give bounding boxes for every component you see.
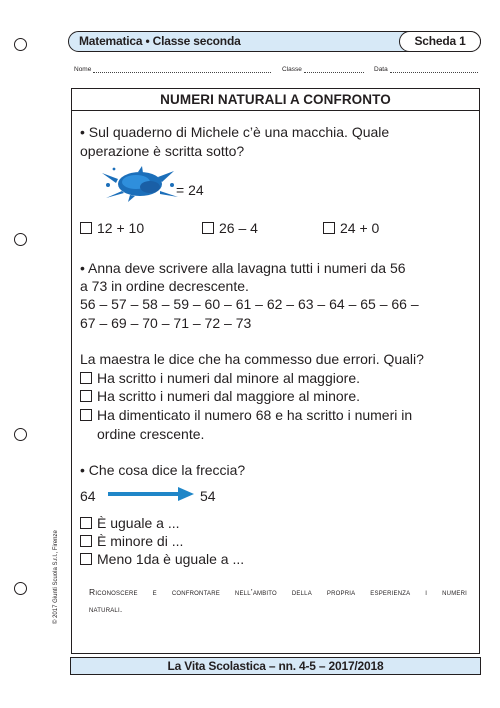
- date-label: Data: [374, 66, 388, 73]
- date-line: [390, 66, 478, 73]
- q3-option-1[interactable]: Ha scritto i numeri dal minore al maggiore.: [80, 369, 360, 387]
- binder-hole-1: [14, 38, 27, 51]
- checkbox[interactable]: [80, 372, 92, 384]
- q3-option-3-cont: ordine crescente.: [97, 426, 205, 442]
- arrow-right-number: 54: [200, 488, 216, 504]
- q1-option-2[interactable]: 26 – 4: [202, 219, 258, 237]
- q1-line1: • Sul quaderno di Michele c’è una macchia. Quale: [80, 124, 390, 140]
- checkbox[interactable]: [323, 222, 335, 234]
- q2-line2: a 73 in ordine decrescente.: [80, 278, 249, 294]
- worksheet-title: NUMERI NATURALI A CONFRONTO: [160, 92, 391, 107]
- checkbox[interactable]: [80, 535, 92, 547]
- number-sequence-2: 67 – 69 – 70 – 71 – 72 – 73: [80, 315, 252, 331]
- q1-option-1[interactable]: 12 + 10: [80, 219, 144, 237]
- objective-line1: Riconoscere e confrontare nell’ambito della propria esperienza i numeri: [89, 587, 467, 597]
- header-subject: Matematica • Classe seconda: [79, 34, 241, 48]
- checkbox[interactable]: [80, 409, 92, 421]
- objective-line2: naturali.: [89, 604, 123, 614]
- q4-option-3[interactable]: Meno 1da è uguale a ...: [80, 550, 244, 568]
- arrow-right-icon: [108, 487, 194, 501]
- q1-option-3[interactable]: 24 + 0: [323, 219, 379, 237]
- checkbox[interactable]: [80, 390, 92, 402]
- class-line: [304, 66, 364, 73]
- checkbox[interactable]: [80, 222, 92, 234]
- q4-question: • Che cosa dice la freccia?: [80, 462, 246, 478]
- footer-bar: La Vita Scolastica – nn. 4-5 – 2017/2018: [70, 657, 481, 675]
- date-field[interactable]: [374, 66, 478, 73]
- number-sequence-1: 56 – 57 – 58 – 59 – 60 – 61 – 62 – 63 – 64 – 65 – 66 –: [80, 296, 419, 312]
- binder-hole-3: [14, 428, 27, 441]
- worksheet-frame: [71, 88, 480, 654]
- q3-question: La maestra le dice che ha commesso due errori. Quali?: [80, 351, 424, 367]
- q2-line1: • Anna deve scrivere alla lavagna tutti i numeri da 56: [80, 260, 406, 276]
- arrow-left-number: 64: [80, 488, 96, 504]
- q3-option-2[interactable]: Ha scritto i numeri dal maggiore al minore.: [80, 387, 360, 405]
- name-field[interactable]: [74, 66, 271, 73]
- q4-option-1[interactable]: È uguale a ...: [80, 514, 180, 532]
- checkbox[interactable]: [80, 517, 92, 529]
- q3-option-3[interactable]: Ha dimenticato il numero 68 e ha scritto i numeri in: [80, 406, 412, 424]
- q4-option-2[interactable]: È minore di ...: [80, 532, 183, 550]
- learning-objective: [89, 586, 467, 616]
- checkbox[interactable]: [80, 553, 92, 565]
- binder-hole-4: [14, 582, 27, 595]
- copyright-note: © 2017 Giunti Scuola S.r.l., Firenze: [53, 530, 59, 624]
- q1-line2: operazione è scritta sotto?: [80, 143, 245, 159]
- name-label: Nome: [74, 66, 92, 73]
- binder-hole-2: [14, 233, 27, 246]
- class-field[interactable]: [282, 66, 364, 73]
- name-line: [93, 66, 271, 73]
- header-bar: [68, 31, 481, 52]
- checkbox[interactable]: [202, 222, 214, 234]
- class-label: Classe: [282, 66, 302, 73]
- sheet-number: Scheda 1: [399, 31, 481, 52]
- q1-equation: = 24: [176, 182, 204, 198]
- ink-blot-icon: [100, 165, 182, 203]
- title-divider: [72, 110, 479, 111]
